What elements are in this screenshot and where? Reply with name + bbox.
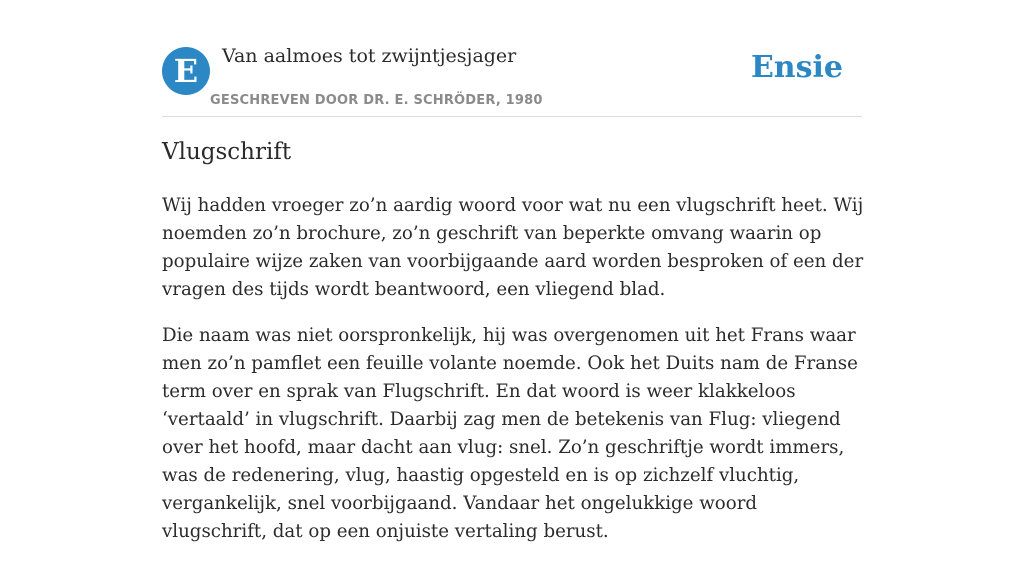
entry-title: Vlugschrift <box>162 139 292 165</box>
header <box>162 0 862 117</box>
ensie-logo-icon[interactable]: E <box>162 47 210 95</box>
paragraph: Die naam was niet oorspronkelijk, hij was overgenomen uit het Frans waar men zo’n pamflet een feuille volante noemde. Ook het Duits nam de Franse term over en sprak van Flugschrift. En dat woord is weer klakkeloos ‘vertaald’ in vlugschrift. Daarbij zag men de betekenis van Flug: vliegend over het hoofd, maar dacht aan vlug: snel. Zo’n geschriftje wordt immers, was de redenering, vlug, haastig opgesteld en is op zichzelf vluchtig, vergankelijk, snel voorbijgaand. Vandaar het ongelukkige woord vlugschrift, dat op een onjuiste vertaling berust. <box>162 325 858 542</box>
book-title-link[interactable]: Van aalmoes tot zwijntjesjager <box>222 45 517 67</box>
paragraph: Wij hadden vroeger zo’n aardig woord voor wat nu een vlugschrift heet. Wij noemden zo’n brochure, zo’n geschrift van beperkte omvang waarin op populaire wijze zaken van voorbijgaande aard worden besproken of een der vragen des tijds wordt beantwoord, een vliegend blad. <box>162 195 864 300</box>
byline: GESCHREVEN DOOR DR. E. SCHRÖDER, 1980 <box>210 93 543 108</box>
brand-logo-link[interactable]: Ensie <box>750 50 843 85</box>
article-page <box>162 0 864 542</box>
entry-body <box>162 192 867 564</box>
